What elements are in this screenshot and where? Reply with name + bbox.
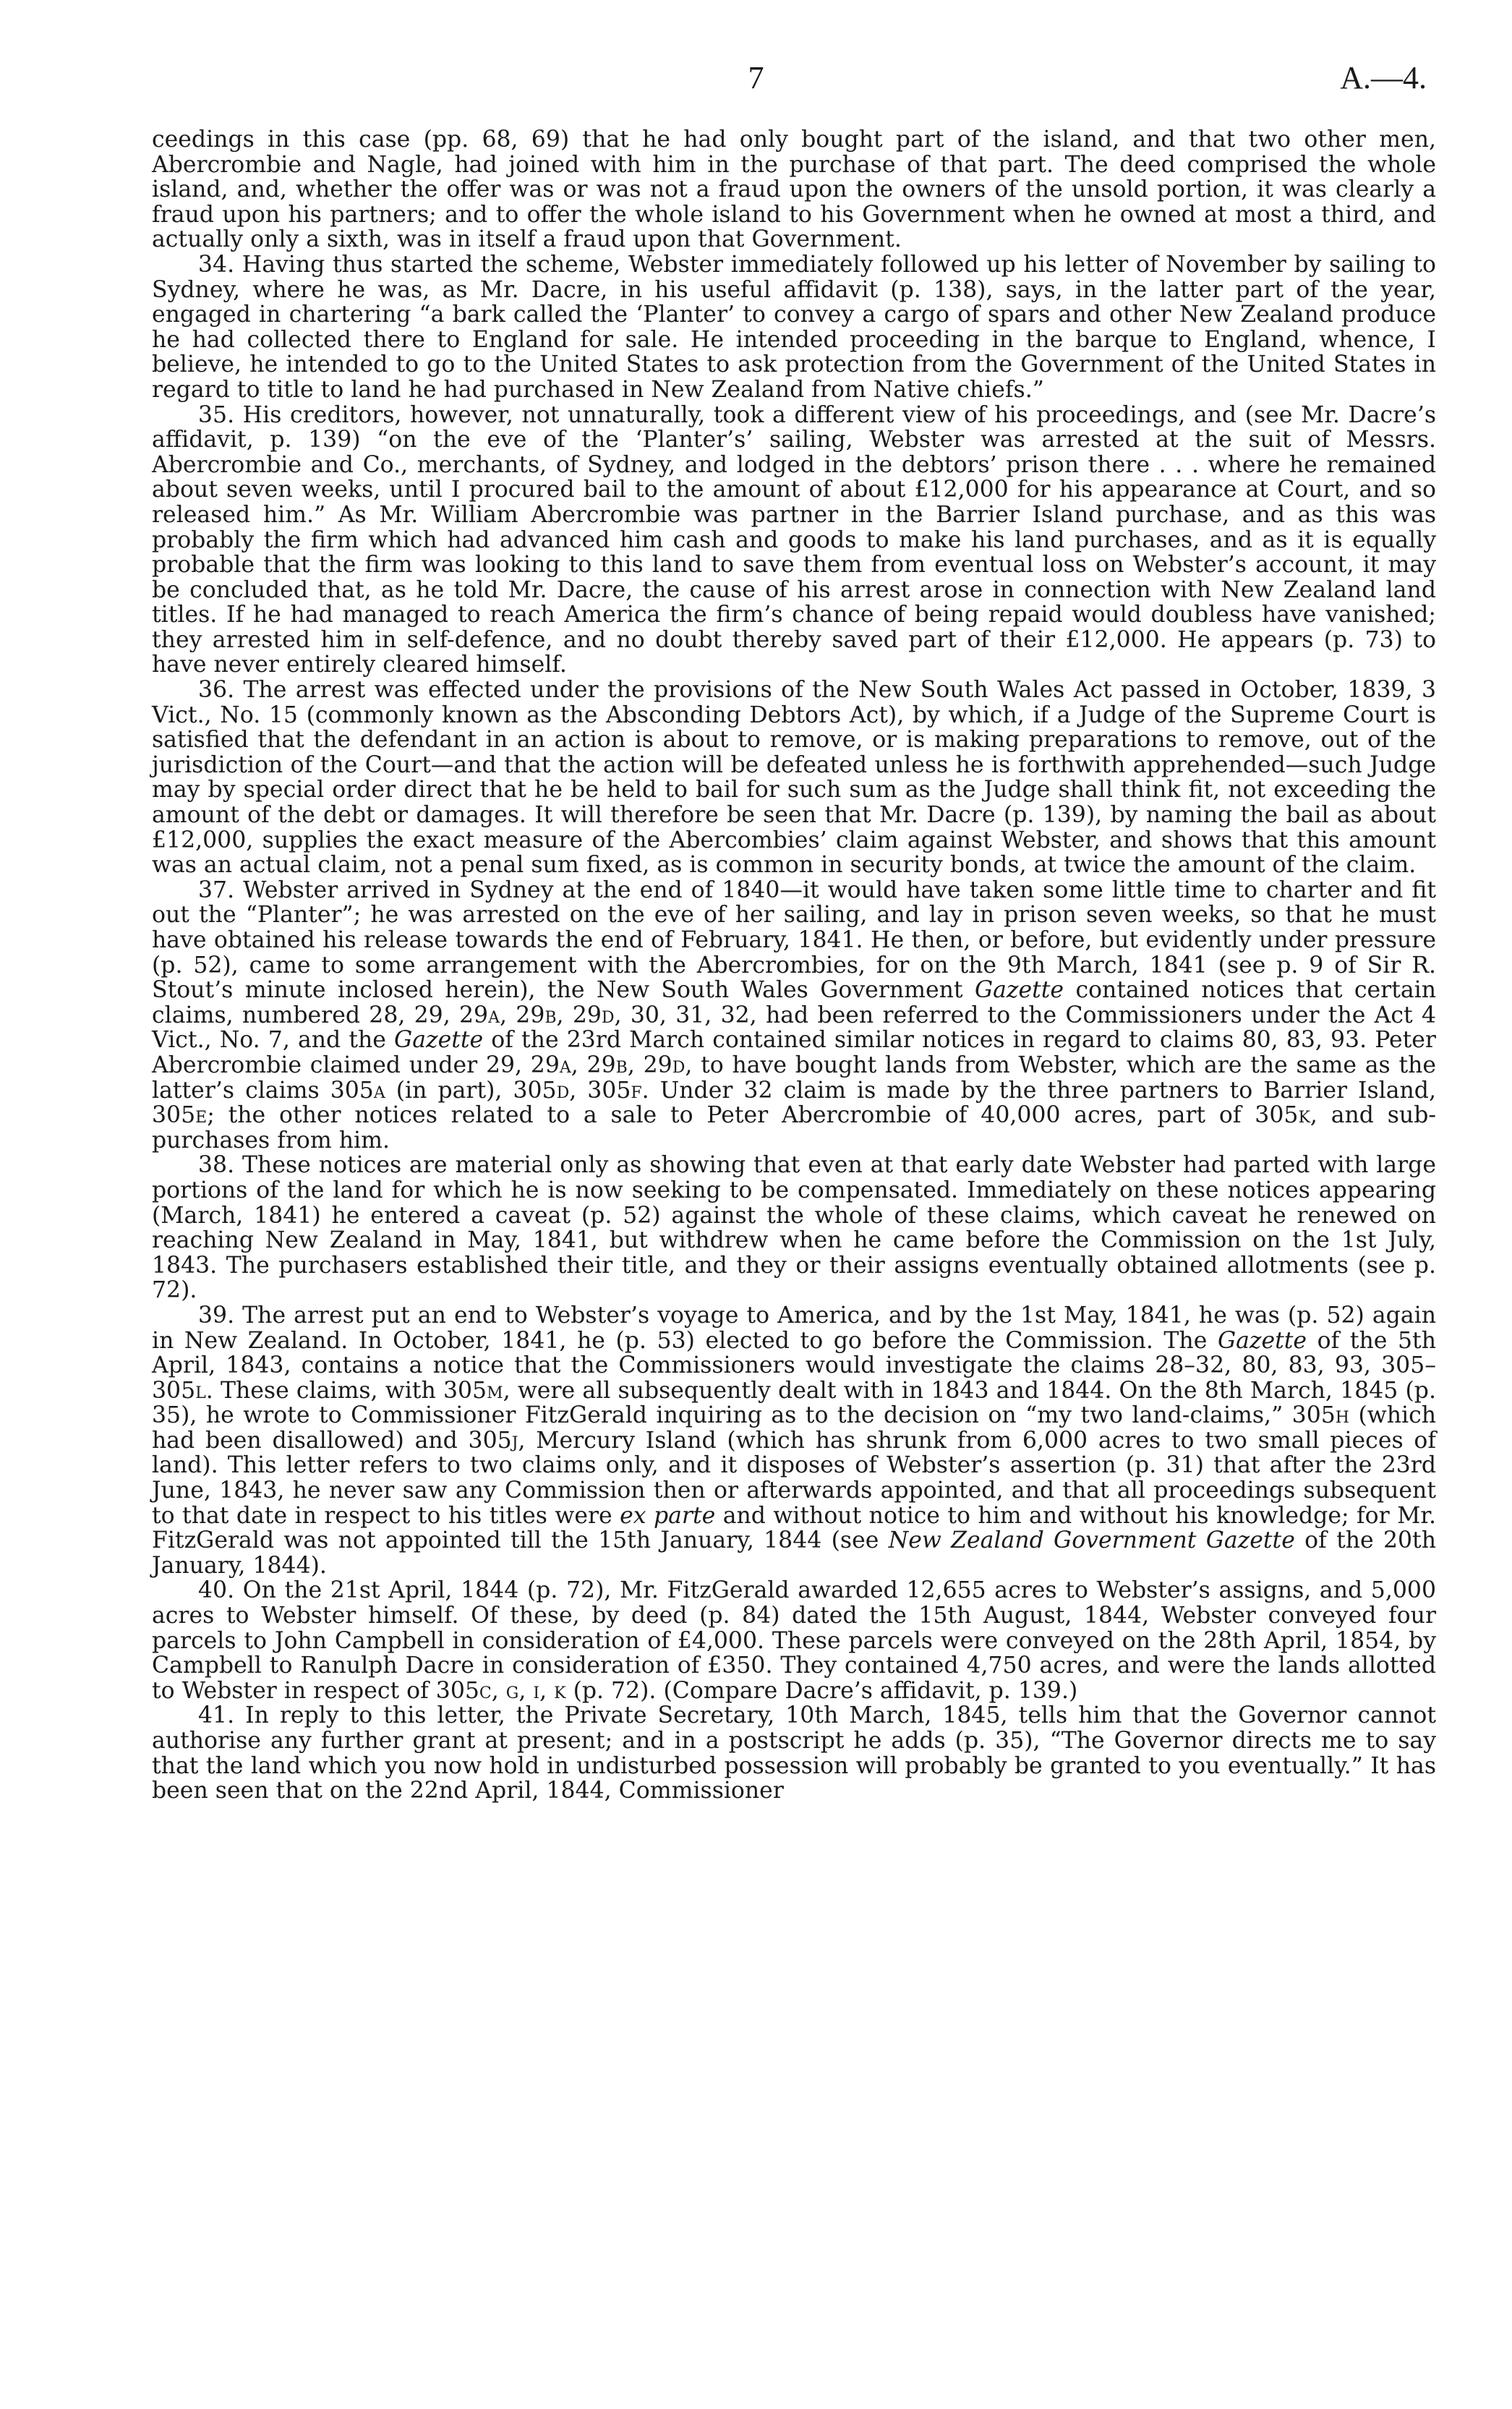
paragraph-35: 35. His creditors, however, not unnaturally, took a different view of his proceedings, and (see Mr. Dacre’s affidavit, p. 139) “on the eve of the ‘Planter’s’ sailing, Webster was arrested at the suit of Messrs. Abercrombie and Co., merchants, of Sydney, and lodged in the debtors’ prison there . . . where he remained about seven weeks, until I procured bail to the amount of about £12,000 for his appearance at Court, and so released him.” As Mr. William Abercrombie was partner in the Barrier Island purchase, and as this was probably the firm which had advanced him cash and goods to make his land purchases, and as it is equally probable that the firm was looking to this land to save them from eventual loss on Webster’s account, it may be concluded that, as he told Mr. Dacre, the cause of his arrest arose in connection with New Zealand land titles. If he had managed to reach America the firm’s chance of being repaid would doubless have vanished; they arrested him in self-defence, and no doubt thereby saved part of their £12,000. He appears (p. 73) to have never entirely cleared himself. — [152, 401, 1436, 678]
paragraph-40: 40. On the 21st April, 1844 (p. 72), Mr. FitzGerald awarded 12,655 acres to Webster’s assigns, and 5,000 acres to Webster himself. Of these, by deed (p. 84) dated the 15th August, 1844, Webster conveyed four parcels to John Campbell in consideration of £4,000. These parcels were conveyed on the 28th April, 1854, by Campbell to Ranulph Dacre in consideration of £350. They contained 4,750 acres, and were the lands allotted to Webster in respect of 305c, g, i, k (p. 72). (Compare Dacre’s affidavit, p. 139.) — [152, 1577, 1436, 1704]
paragraph-39: 39. The arrest put an end to Webster’s voyage to America, and by the 1st May, 1841, he was (p. 52) again in New Zealand. In October, 1841, he (p. 53) elected to go before the Commission. The Gazette of the 5th April, 1843, contains a notice that the Commissioners would investigate the claims 28–32, 80, 83, 93, 305–305l. These claims, with 305m, were all subsequently dealt with in 1843 and 1844. On the 8th March, 1845 (p. 35), he wrote to Commissioner FitzGerald inquiring as to the decision on “my two land-claims,” 305h (which had been disallowed) and 305j, Mercury Island (which has shrunk from 6,000 acres to two small pieces of land). This letter refers to two claims only, and it disposes of Webster’s assertion (p. 31) that after the 23rd June, 1843, he never saw any Commission then or afterwards appointed, and that all proceedings subsequent to that date in respect to his titles were ex parte and without notice to him and without his knowledge; for Mr. FitzGerald was not appointed till the 15th January, 1844 (see New Zealand Government Gazette of the 20th January, 1844). — [152, 1302, 1437, 1579]
paragraph-37: 37. Webster arrived in Sydney at the end of 1840—it would have taken some little time to charter and fit out the “Planter”; he was arrested on the eve of her sailing, and lay in prison seven weeks, so that he must have obtained his release towards the end of February, 1841. He then, or before, but evidently under pressure (p. 52), came to some arrangement with the Abercrombies, for on the 9th March, 1841 (see p. 9 of Sir R. Stout’s minute inclosed herein), the New South Wales Government Gazette contained notices that certain claims, numbered 28, 29, 29a, 29b, 29d, 30, 31, 32, had been referred to the Commissioners under the Act 4 Vict., No. 7, and the Gazette of the 23rd March contained similar notices in regard to claims 80, 83, 93. Peter Abercrombie claimed under 29, 29a, 29b, 29d, to have bought lands from Webster, which are the same as the latter’s claims 305a (in part), 305d, 305f. Under 32 claim is made by the three partners to Barrier Island, 305e; the other notices related to a sale to Peter Abercrombie of 40,000 acres, part of 305k, and sub-purchases from him. — [152, 877, 1437, 1154]
paragraph-continuation: ceedings in this case (pp. 68, 69) that he had only bought part of the island, and that two other men, Abercrombie and Nagle, had joined with him in the purchase of that part. The deed comprised the whole island, and, whether the offer was or was not a fraud upon the owners of the unsold portion, it was clearly a fraud upon his partners; and to offer the whole island to his Government when he owned at most a third, and actually only a sixth, was in itself a fraud upon that Government. — [152, 127, 1436, 253]
body-text — [152, 127, 1436, 1804]
document-reference: A.—4. — [1340, 60, 1427, 95]
paragraph-38: 38. These notices are material only as showing that even at that early date Webster had parted with large portions of the land for which he is now seeking to be compensated. Immediately on these notices appearing (March, 1841) he entered a caveat (p. 52) against the whole of these claims, which caveat he renewed on reaching New Zealand in May, 1841, but withdrew when he came before the Commission on the 1st July, 1843. The purchasers established their title, and they or their assigns eventually obtained allotments (see p. 72). — [152, 1152, 1436, 1304]
paragraph-41: 41. In reply to this letter, the Private Secretary, 10th March, 1845, tells him that the Governor cannot authorise any further grant at present; and in a postscript he adds (p. 35), “The Governor directs me to say that the land which you now hold in undisturbed possession will probably be granted to you eventually.” It has been seen that on the 22nd April, 1844, Commissioner — [152, 1702, 1436, 1804]
page-number: 7 — [748, 60, 764, 95]
paragraph-36: 36. The arrest was effected under the provisions of the New South Wales Act passed in October, 1839, 3 Vict., No. 15 (commonly known as the Absconding Debtors Act), by which, if a Judge of the Supreme Court is satisfied that the defendant in an action is about to remove, or is making preparations to remove, out of the jurisdiction of the Court—and that the action will be defeated unless he is forthwith apprehended—such Judge may by special order direct that he be held to bail for such sum as the Judge shall think fit, not exceeding the amount of the debt or damages. It will therefore be seen that Mr. Dacre (p. 139), by naming the bail as about £12,000, supplies the exact measure of the Abercombies’ claim against Webster, and shows that this amount was an actual claim, not a penal sum fixed, as is common in security bonds, at twice the amount of the claim. — [152, 677, 1436, 879]
paragraph-34: 34. Having thus started the scheme, Webster immediately followed up his letter of November by sailing to Sydney, where he was, as Mr. Dacre, in his useful affidavit (p. 138), says, in the latter part of the year, engaged in chartering “a bark called the ‘Planter’ to convey a cargo of spars and other New Zealand produce he had collected there to England for sale. He intended proceeding in the barque to England, whence, I believe, he intended to go to the United States to ask protection from the Government of the United States in regard to title to land he had purchased in New Zealand from Native chiefs.” — [152, 251, 1436, 403]
